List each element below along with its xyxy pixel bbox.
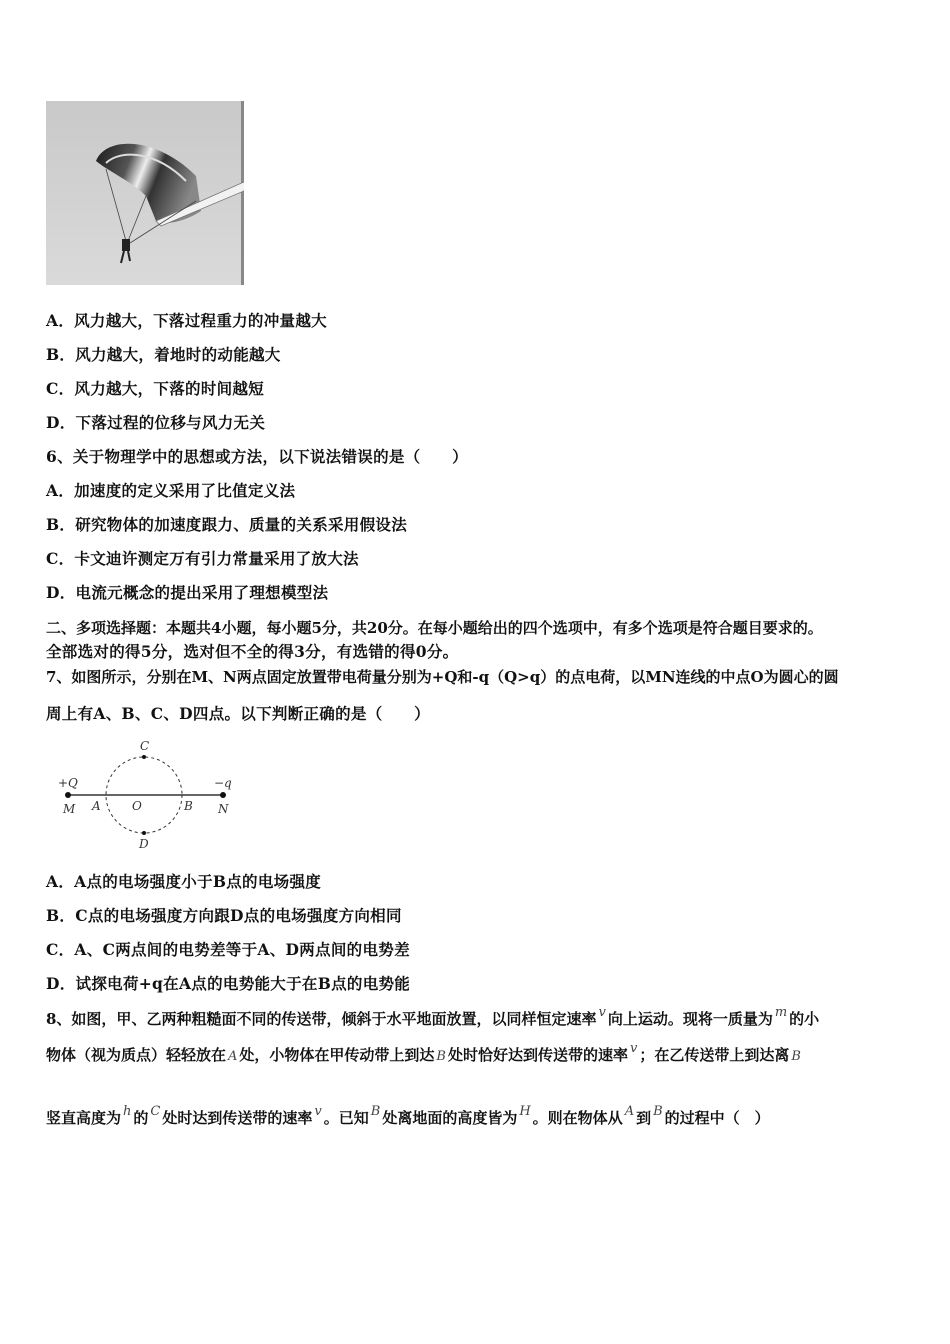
label-a: A — [92, 799, 101, 813]
section2-scoring: 全部选对的得5分，选对但不全的得3分，有选错的得0分。 — [46, 642, 459, 661]
label-m: M — [63, 802, 76, 816]
q7-option-b: B．C点的电场强度方向跟D点的电场强度方向相同 — [46, 906, 402, 925]
q6-stem: 6、关于物理学中的思想或方法，以下说法错误的是（ ） — [46, 447, 468, 466]
q7-option-c: C．A、C两点间的电势差等于A、D两点间的电势差 — [46, 940, 410, 959]
point-c — [142, 755, 146, 759]
q5-option-b: B．风力越大，着地时的动能越大 — [46, 345, 281, 364]
q5-option-d: D．下落过程的位移与风力无关 — [46, 413, 266, 432]
q6-option-b: B．研究物体的加速度跟力、质量的关系采用假设法 — [46, 515, 408, 534]
label-b: B — [184, 799, 193, 813]
q8-line2: 物体（视为质点）轻轻放在 A 处，小物体在甲传动带上到达 B 处时恰好达到传送带的速率 v ；在乙传送带上到达离 B — [46, 1041, 801, 1064]
q5-option-c: C．风力越大，下落的时间越短 — [46, 379, 265, 398]
q5-option-a: A．风力越大，下落过程重力的冲量越大 — [46, 311, 327, 330]
point-n — [220, 792, 226, 798]
label-o: O — [132, 799, 142, 813]
q8-line3: 竖直高度为 h 的 C 处时达到传送带的速率 v 。已知 B 处离地面的高度皆为 H 。则在物体从 A 到 B 的过程中（ ） — [46, 1104, 770, 1127]
point-d — [142, 831, 146, 835]
q8-line1: 8、如图，甲、乙两种粗糙面不同的传送带，倾斜于水平地面放置，以同样恒定速率 v 向上运动。现将一质量为 m 的小 — [46, 1005, 820, 1028]
section2-heading: 二、多项选择题：本题共4小题，每小题5分，共20分。在每小题给出的四个选项中，有多个选项是符合题目要求的。 — [46, 619, 823, 637]
label-n: N — [218, 802, 229, 816]
q6-option-d: D．电流元概念的提出采用了理想模型法 — [46, 583, 329, 602]
q7-stem-line2: 周上有A、B、C、D四点。以下判断正确的是（ ） — [46, 704, 430, 723]
label-minus-q: −q — [214, 776, 232, 790]
q6-option-c: C．卡文迪许测定万有引力常量采用了放大法 — [46, 549, 359, 568]
q7-stem-line1: 7、如图所示，分别在M、N两点固定放置带电荷量分别为+Q和-q（Q>q）的点电荷，以MN连线的中点O为圆心的圆 — [46, 668, 839, 686]
q6-option-a: A．加速度的定义采用了比值定义法 — [46, 481, 296, 500]
q7-option-a: A．A点的电场强度小于B点的电场强度 — [46, 872, 322, 891]
charge-circle-diagram — [58, 738, 238, 852]
point-m — [65, 792, 71, 798]
parachute-photo — [46, 101, 244, 285]
label-plus-q: +Q — [58, 776, 78, 790]
q7-option-d: D．试探电荷+q在A点的电势能大于在B点的电势能 — [46, 974, 411, 993]
label-d: D — [139, 837, 149, 851]
label-c: C — [140, 739, 150, 753]
